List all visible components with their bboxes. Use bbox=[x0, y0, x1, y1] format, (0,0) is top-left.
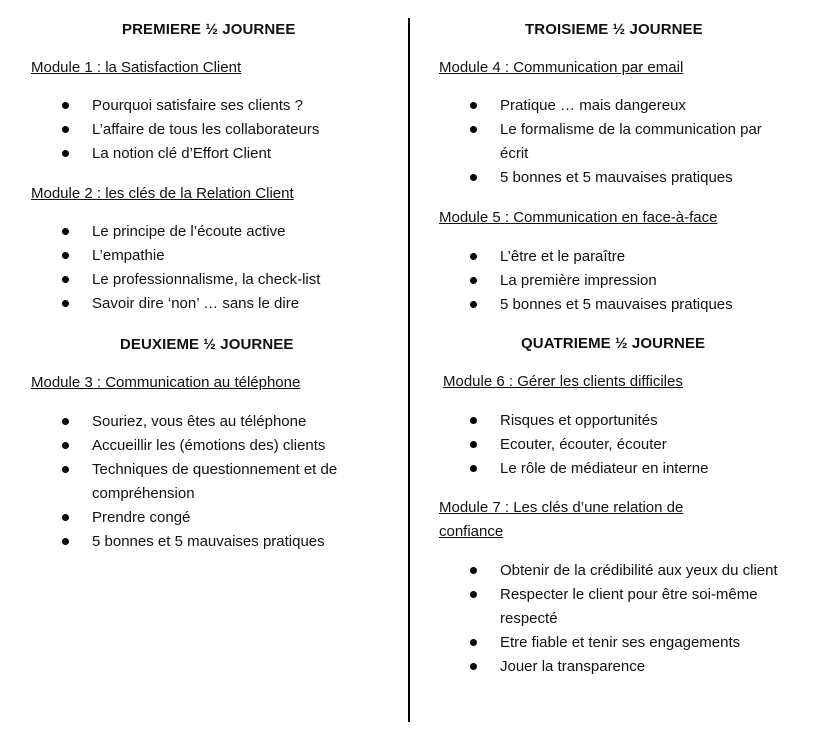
module-6-list bbox=[470, 409, 790, 481]
list-item: 5 bonnes et 5 mauvaises pratiques bbox=[470, 166, 790, 190]
module-7-list bbox=[470, 559, 790, 679]
bullet-icon bbox=[470, 663, 477, 670]
list-item: Respecter le client pour être soi-même respecté bbox=[470, 583, 790, 631]
list-item: Pratique … mais dangereux bbox=[470, 94, 790, 118]
module-3-title: Module 3 : Communication au téléphone bbox=[31, 374, 301, 391]
list-item: Prendre congé bbox=[62, 506, 382, 530]
list-item: Accueillir les (émotions des) clients bbox=[62, 434, 382, 458]
bullet-icon bbox=[470, 253, 477, 260]
module-5-list bbox=[470, 245, 790, 317]
module-2-title: Module 2 : les clés de la Relation Client bbox=[31, 185, 294, 202]
list-item: L’être et le paraître bbox=[470, 245, 790, 269]
heading-fourth-half-day: QUATRIEME ½ JOURNEE bbox=[521, 335, 706, 352]
bullet-icon bbox=[62, 228, 69, 235]
list-item: Risques et opportunités bbox=[470, 409, 790, 433]
list-item: Le professionnalisme, la check-list bbox=[62, 268, 392, 292]
bullet-icon bbox=[470, 591, 477, 598]
list-item: Souriez, vous êtes au téléphone bbox=[62, 410, 382, 434]
list-item: Le principe de l’écoute active bbox=[62, 220, 392, 244]
list-item: Le rôle de médiateur en interne bbox=[470, 457, 790, 481]
module-5-title: Module 5 : Communication en face-à-face bbox=[439, 209, 718, 226]
bullet-icon bbox=[470, 465, 477, 472]
bullet-icon bbox=[470, 301, 477, 308]
heading-third-half-day: TROISIEME ½ JOURNEE bbox=[525, 21, 703, 38]
heading-first-half-day: PREMIERE ½ JOURNEE bbox=[122, 21, 296, 38]
list-item: Jouer la transparence bbox=[470, 655, 790, 679]
list-item: La première impression bbox=[470, 269, 790, 293]
list-item: Ecouter, écouter, écouter bbox=[470, 433, 790, 457]
module-6-title: Module 6 : Gérer les clients difficiles bbox=[443, 373, 683, 390]
bullet-icon bbox=[62, 276, 69, 283]
bullet-icon bbox=[470, 441, 477, 448]
module-4-list bbox=[470, 94, 790, 190]
list-item: L’affaire de tous les collaborateurs bbox=[62, 118, 392, 142]
bullet-icon bbox=[470, 417, 477, 424]
module-2-list bbox=[62, 220, 392, 316]
bullet-icon bbox=[470, 639, 477, 646]
bullet-icon bbox=[470, 174, 477, 181]
bullet-icon bbox=[62, 418, 69, 425]
heading-second-half-day: DEUXIEME ½ JOURNEE bbox=[120, 336, 294, 353]
list-item: Obtenir de la crédibilité aux yeux du client bbox=[470, 559, 790, 583]
bullet-icon bbox=[470, 277, 477, 284]
module-1-list bbox=[62, 94, 392, 166]
bullet-icon bbox=[62, 150, 69, 157]
list-item: Etre fiable et tenir ses engagements bbox=[470, 631, 790, 655]
bullet-icon bbox=[62, 442, 69, 449]
list-item: L’empathie bbox=[62, 244, 392, 268]
list-item: La notion clé d’Effort Client bbox=[62, 142, 392, 166]
bullet-icon bbox=[62, 514, 69, 521]
bullet-icon bbox=[62, 102, 69, 109]
bullet-icon bbox=[470, 126, 477, 133]
bullet-icon bbox=[62, 252, 69, 259]
bullet-icon bbox=[470, 102, 477, 109]
bullet-icon bbox=[62, 538, 69, 545]
bullet-icon bbox=[470, 567, 477, 574]
module-3-list bbox=[62, 410, 382, 554]
module-7-title: Module 7 : Les clés d’une relation de confiance bbox=[439, 499, 684, 540]
bullet-icon bbox=[62, 300, 69, 307]
list-item: 5 bonnes et 5 mauvaises pratiques bbox=[62, 530, 382, 554]
list-item: Le formalisme de la communication par écrit bbox=[470, 118, 790, 166]
bullet-icon bbox=[62, 126, 69, 133]
list-item: Pourquoi satisfaire ses clients ? bbox=[62, 94, 392, 118]
list-item: Techniques de questionnement et de compréhension bbox=[62, 458, 382, 506]
list-item: Savoir dire ‘non’ … sans le dire bbox=[62, 292, 392, 316]
module-4-title: Module 4 : Communication par email bbox=[439, 59, 684, 76]
column-divider bbox=[408, 18, 410, 722]
list-item: 5 bonnes et 5 mauvaises pratiques bbox=[470, 293, 790, 317]
bullet-icon bbox=[62, 466, 69, 473]
module-1-title: Module 1 : la Satisfaction Client bbox=[31, 59, 242, 76]
